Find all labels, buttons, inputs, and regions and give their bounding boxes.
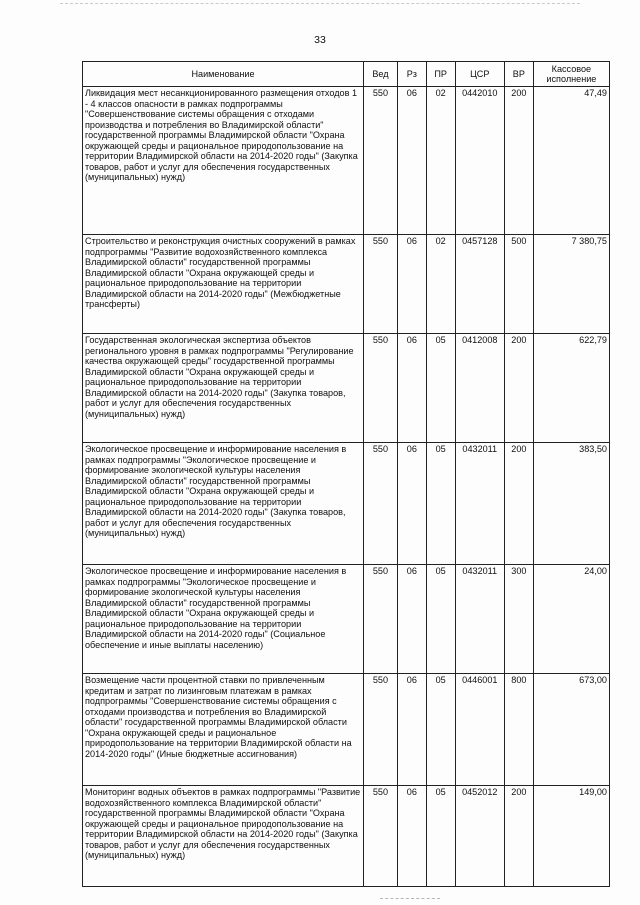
row-ved: 550 <box>363 443 397 565</box>
row-name: Возмещение части процентной ставки по привлеченным кредитам и затрат по лизинговым платежам в рамках подпрограммы "Совершенствование системы обращения с отходами производства и потребления во Владимирской области" государственной программы Владимирской области "Охрана окружающей среды и рациональное природопользование на территории Владимирской области на 2014-2020 годы" (Иные бюджетные ассигнования) <box>83 674 364 786</box>
header-amount: Кассовое исполнение <box>533 62 609 87</box>
row-amount: 149,00 <box>533 786 609 887</box>
row-vr: 200 <box>504 786 533 887</box>
header-csr: ЦСР <box>455 62 504 87</box>
row-amount: 622,79 <box>533 334 609 443</box>
row-pr: 05 <box>426 674 455 786</box>
scan-artifact-top <box>60 3 580 5</box>
row-rz: 06 <box>397 87 426 235</box>
row-ved: 550 <box>363 565 397 674</box>
row-pr: 02 <box>426 87 455 235</box>
row-rz: 06 <box>397 565 426 674</box>
row-ved: 550 <box>363 235 397 334</box>
row-rz: 06 <box>397 786 426 887</box>
table-row <box>83 786 610 887</box>
row-ved: 550 <box>363 786 397 887</box>
row-rz: 06 <box>397 674 426 786</box>
row-ved: 550 <box>363 87 397 235</box>
row-csr: 0442010 <box>455 87 504 235</box>
row-rz: 06 <box>397 443 426 565</box>
table-row <box>83 674 610 786</box>
budget-table <box>82 61 610 887</box>
row-vr: 200 <box>504 443 533 565</box>
row-name: Ликвидация мест несанкционированного размещения отходов 1 - 4 классов опасности в рамках подпрограммы "Совершенствование системы обращения с отходами производства и потребления во Владимирской области" государственной программы Владимирской области "Охрана окружающей среды и рациональное природопользование на территории Владимирской области на 2014-2020 годы" (Закупка товаров, работ и услуг для обеспечения государственных (муниципальных) нужд) <box>83 87 364 235</box>
row-csr: 0452012 <box>455 786 504 887</box>
row-vr: 300 <box>504 565 533 674</box>
row-name: Экологическое просвещение и информирование населения в рамках подпрограммы "Экологическое просвещение и формирование экологической культуры населения Владимирской области" государственной программы Владимирской области "Охрана окружающей среды и рациональное природопользование на территории Владимирской области на 2014-2020 годы" (Социальное обеспечение и иные выплаты населению) <box>83 565 364 674</box>
header-ved: Вед <box>363 62 397 87</box>
scan-artifact-bottom <box>380 898 440 900</box>
row-csr: 0432011 <box>455 565 504 674</box>
row-rz: 06 <box>397 235 426 334</box>
row-pr: 05 <box>426 565 455 674</box>
table-row <box>83 334 610 443</box>
table-row <box>83 235 610 334</box>
table-row <box>83 87 610 235</box>
row-amount: 24,00 <box>533 565 609 674</box>
row-amount: 7 380,75 <box>533 235 609 334</box>
row-ved: 550 <box>363 674 397 786</box>
row-csr: 0412008 <box>455 334 504 443</box>
table-header <box>83 62 610 87</box>
row-ved: 550 <box>363 334 397 443</box>
table-row <box>83 565 610 674</box>
row-csr: 0446001 <box>455 674 504 786</box>
row-csr: 0457128 <box>455 235 504 334</box>
header-row <box>83 62 610 87</box>
row-amount: 383,50 <box>533 443 609 565</box>
row-vr: 500 <box>504 235 533 334</box>
row-vr: 800 <box>504 674 533 786</box>
row-amount: 47,49 <box>533 87 609 235</box>
row-name: Строительство и реконструкция очистных сооружений в рамках подпрограммы "Развитие водохозяйственного комплекса Владимирской области" государственной программы Владимирской области "Охрана окружающей среды и рациональное природопользование на территории Владимирской области на 2014-2020 годы" (Межбюджетные трансферты) <box>83 235 364 334</box>
table-body <box>83 87 610 887</box>
row-pr: 05 <box>426 334 455 443</box>
row-name: Мониторинг водных объектов в рамках подпрограммы "Развитие водохозяйственного комплекса Владимирской области" государственной программы Владимирской области "Охрана окружающей среды и рациональное природопользование на территории Владимирской области на 2014-2020 годы" (Закупка товаров, работ и услуг для обеспечения государственных (муниципальных) нужд) <box>83 786 364 887</box>
row-csr: 0432011 <box>455 443 504 565</box>
header-name: Наименование <box>83 62 364 87</box>
header-vr: ВР <box>504 62 533 87</box>
header-rz: Рз <box>397 62 426 87</box>
row-amount: 673,00 <box>533 674 609 786</box>
row-rz: 06 <box>397 334 426 443</box>
row-pr: 02 <box>426 235 455 334</box>
table-row <box>83 443 610 565</box>
row-vr: 200 <box>504 334 533 443</box>
row-pr: 05 <box>426 786 455 887</box>
header-pr: ПР <box>426 62 455 87</box>
row-name: Экологическое просвещение и информирование населения в рамках подпрограммы "Экологическое просвещение и формирование экологической культуры населения Владимирской области" государственной программы Владимирской области "Охрана окружающей среды и рациональное природопользование на территории Владимирской области на 2014-2020 годы" (Закупка товаров, работ и услуг для обеспечения государственных (муниципальных) нужд) <box>83 443 364 565</box>
row-vr: 200 <box>504 87 533 235</box>
page-number: 33 <box>314 34 326 46</box>
row-pr: 05 <box>426 443 455 565</box>
row-name: Государственная экологическая экспертиза объектов регионального уровня в рамках подпрограммы "Регулирование качества окружающей среды" государственной программы Владимирской области "Охрана окружающей среды и рациональное природопользование на территории Владимирской области на 2014-2020 годы" (Закупка товаров, работ и услуг для обеспечения государственных (муниципальных) нужд) <box>83 334 364 443</box>
